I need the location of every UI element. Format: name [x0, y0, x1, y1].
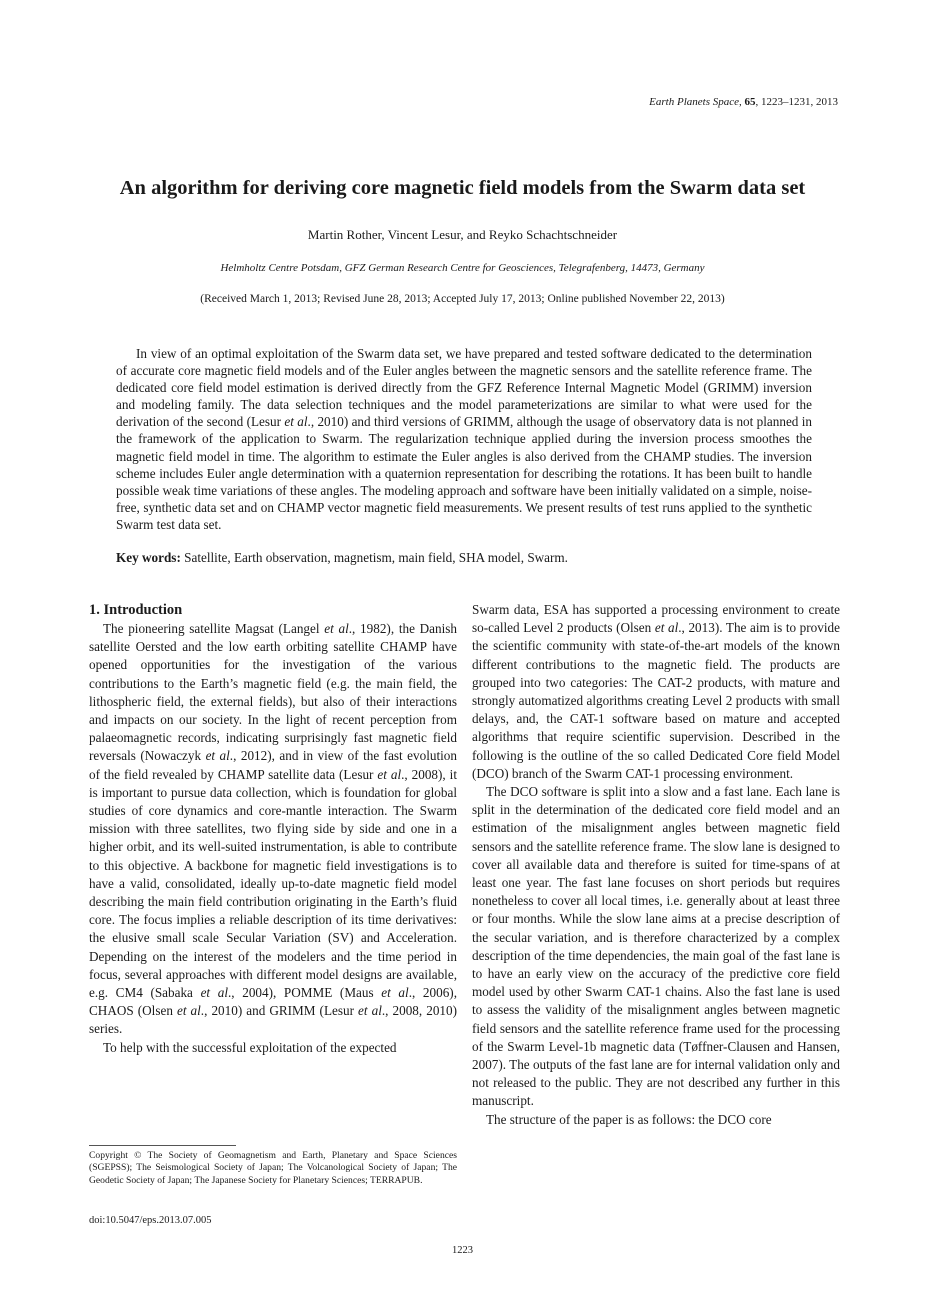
- journal-name: Earth Planets Space: [649, 96, 739, 108]
- text-run: ., 2008), it is important to pursue data collection, which is foundation for global studies of core dynamics and core-mantle interaction. The Swarm mission with three satellites, two flying side by side and one in a higher orbit, and its well-suited instrumentation, is able to contribute to this objective. A backbone for magnetic field investigations is to have a valid, consolidated, ideally up-to-date magnetic field model describing the main field contribution originating in the Earth’s fluid core. The focus implies a reliable description of its time derivatives: the elusive small scale Secular Variation (SV) and Acceleration. Depending on the interest of the modelers and the time period in focus, several approaches with different model designs are available, e.g. CM4 (Sabaka: [89, 766, 457, 1001]
- right-paragraph-2: The DCO software is split into a slow and a fast lane. Each lane is split in the determination of the dedicated core field model and an estimation of the misalignment angles between magnetic field sensors and the satellite reference frame. The slow lane is designed to cover all available data and therefore is suited for time-spans of at least one year. The fast lane focuses on short periods but requires nonetheless to cover all local times, i.e. generally about at least three or four months. While the slow lane aims at a precise description of the secular variation, and is therefore characterized by a complex description of the time dependencies, the main goal of the fast lane is to have an early view on the accuracy of the predictive core field model used by other Swarm CAT-1 chains. Also the fast lane is used to assess the validity of the misalignment angles between magnetic field sensors and the satellite reference frame used for the processing of the Swarm Level-1b magnetic data (Tøffner-Clausen and Hansen, 2007). The outputs of the fast lane are for internal validation only and not released to the public. They are not described any further in this manuscript.: [472, 784, 840, 1109]
- etal: et al: [654, 620, 679, 636]
- intro-paragraph-2: To help with the successful exploitation of the expected: [103, 1039, 397, 1055]
- etal: et al: [381, 985, 409, 1001]
- keywords-text: Satellite, Earth observation, magnetism, main field, SHA model, Swarm.: [184, 550, 568, 565]
- text-run: ., 2012), and in view of the fast evolution of the field revealed by CHAMP satellite data (Lesur: [89, 748, 457, 782]
- text-run: ., 2004), POMME (Maus: [227, 985, 382, 1001]
- doi: doi:10.5047/eps.2013.07.005: [89, 1215, 212, 1226]
- text-run: ., 1982), the Danish satellite Oersted and the low earth orbiting satellite CHAMP have opened opportunities for the investigation of the various contributions to the Earth’s magnetic field (e.g. the main field, the lithospheric field, the external fields), but also of their interactions and impacts on our society. In the light of recent perception from palaeomagnetic records, indicating surprisingly fast magnetic field reversals (Nowaczyk: [89, 621, 457, 764]
- keywords: [116, 549, 812, 566]
- affiliation: Helmholtz Centre Potsdam, GFZ German Research Centre for Geosciences, Telegrafenberg, 14473, Germany: [220, 262, 705, 274]
- footnote-divider: [89, 1145, 236, 1146]
- text-run: ., 2006), CHAOS (Olsen: [89, 985, 457, 1019]
- abstract-etal: et al: [284, 414, 308, 430]
- keywords-label: Key words:: [116, 550, 181, 565]
- text-run: ., 2010) and GRIMM (Lesur: [200, 1003, 359, 1019]
- text-run: The pioneering satellite Magsat (Langel: [103, 621, 325, 636]
- journal-volume: 65: [744, 96, 756, 108]
- text-run: Swarm data, ESA has supported a processing environment to create so-called Level 2 products (Olsen: [472, 602, 840, 636]
- abstract-text-2: ., 2010) and third versions of GRIMM, although the usage of observatory data is not planned in the framework of the application to Swarm. The regularization technique applied during the inversion process smoothes the magnetic field model in time. The algorithm to estimate the Euler angles is also derived from the CHAMP studies. The inversion scheme includes Euler angle determination with a quaternion representation for describing the rotations. It has been built to handle possible weak time variations of these angles. The modeling approach and software have been initially validated on a simple, noise-free, synthetic data set and on CHAMP vector magnetic field measurements. We present results of test runs applied to the synthetic Swarm test data set.: [116, 414, 812, 532]
- copyright-footnote: Copyright © The Society of Geomagnetism and Earth, Planetary and Space Sciences (SGEPSS); The Seismological Society of Japan; The Volcanological Society of Japan; The Geodetic Society of Japan; The Japanese Society for Planetary Sciences; TERRAPUB.: [89, 1150, 457, 1186]
- right-paragraph-1: [472, 601, 840, 783]
- section-heading-introduction: 1. Introduction: [89, 602, 183, 618]
- text-run: ., 2008, 2010) series.: [89, 1003, 457, 1037]
- right-paragraph-3: The structure of the paper is as follows: the DCO core: [486, 1111, 772, 1127]
- publication-dates: (Received March 1, 2013; Revised June 28, 2013; Accepted July 17, 2013; Online published November 22, 2013): [200, 293, 725, 305]
- abstract-text-1: In view of an optimal exploitation of the Swarm data set, we have prepared and tested software dedicated to the determination of accurate core magnetic field models and of the Euler angles between the magnetic sensors and the satellite reference frame. The dedicated core field model estimation is derived directly from the GFZ Reference Internal Magnetic Model (GRIMM) inversion and modeling family. The data selection techniques and the model parameterizations are similar to what were used for the derivation of the second (Lesur: [116, 346, 812, 430]
- right-column: [472, 601, 840, 1129]
- etal: et al: [377, 766, 402, 782]
- etal: et al: [358, 1003, 382, 1019]
- etal: et al: [176, 1003, 201, 1019]
- left-column: [89, 601, 457, 1057]
- paper-title: An algorithm for deriving core magnetic field models from the Swarm data set: [119, 177, 806, 199]
- journal-header: Earth Planets Space, 65, 1223–1231, 2013: [649, 96, 838, 108]
- etal: et al: [200, 985, 228, 1001]
- journal-pages-year: , 1223–1231, 2013: [755, 96, 838, 108]
- etal: et al: [205, 748, 230, 764]
- etal: et al: [324, 621, 349, 636]
- abstract: [116, 345, 812, 533]
- text-run: ., 2013). The aim is to provide the scientific community with state-of-the-art models of the known different contributions to the magnetic field. The products are grouped into two categories: The CAT-2 products, with mature and strongly automatized algorithms creating Level 2 products with small delays, and, the CAT-1 software based on mature and accepted algorithms that require scientific supervision. Described in the following is the outline of the so called Dedicated Core field Model (DCO) branch of the Swarm CAT-1 processing environment.: [472, 620, 840, 781]
- authors: Martin Rother, Vincent Lesur, and Reyko Schachtschneider: [307, 227, 618, 242]
- page-number: 1223: [452, 1245, 473, 1256]
- intro-paragraph-1: [89, 620, 457, 1039]
